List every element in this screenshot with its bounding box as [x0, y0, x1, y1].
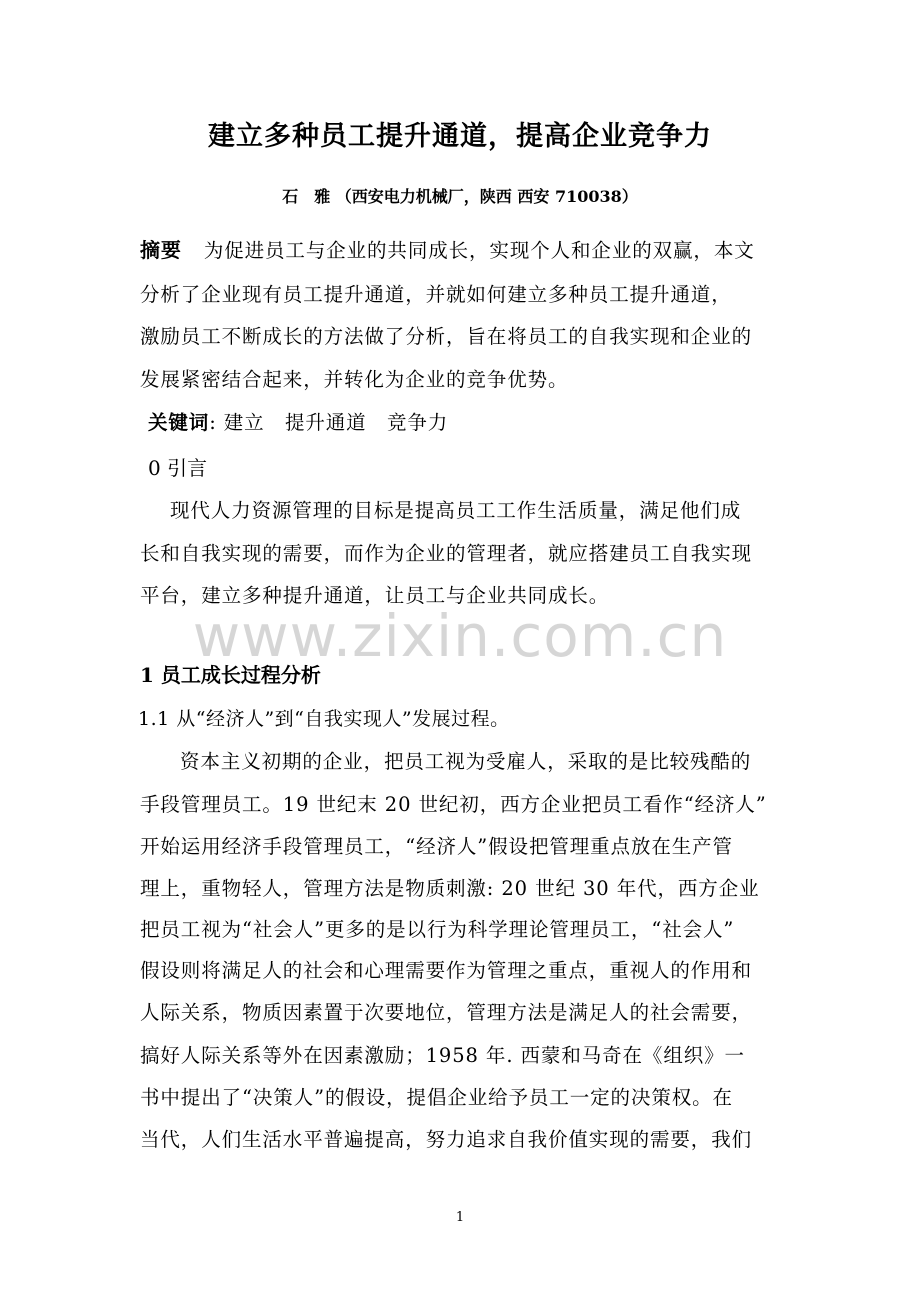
- paragraph-line: 现代人力资源管理的目标是提高员工工作生活质量，满足他们成: [170, 499, 742, 522]
- author-line: 石 雅 （西安电力机械厂，陕西 西安 710038）: [282, 187, 638, 206]
- paragraph-line: 开始运用经济手段管理员工，“经济人”假设把管理重点放在生产管: [140, 835, 733, 858]
- keywords-label: 关键词: [148, 411, 210, 434]
- paragraph-line: 把员工视为“社会人”更多的是以行为科学理论管理员工，“社会人”: [140, 918, 735, 941]
- paragraph-line: 平台，建立多种提升通道，让员工与企业共同成长。: [140, 584, 610, 607]
- paragraph-line: 人际关系，物质因素置于次要地位，管理方法是满足人的社会需要，: [140, 1001, 753, 1024]
- keywords-line: [148, 407, 448, 435]
- paragraph-line: 书中提出了“决策人”的假设，提倡企业给予员工一定的决策权。在: [140, 1086, 733, 1109]
- abstract-line: 发展紧密结合起来，并转化为企业的竞争优势。: [140, 368, 569, 391]
- abstract-label: 摘要: [140, 238, 182, 262]
- abstract-line: 激励员工不断成长的方法做了分析，旨在将员工的自我实现和企业的: [140, 325, 753, 348]
- paragraph-line: 资本主义初期的企业，把员工视为受雇人，采取的是比较残酷的: [180, 750, 752, 773]
- section-heading: 1 员工成长过程分析: [140, 663, 321, 687]
- abstract-line: 分析了企业现有员工提升通道，并就如何建立多种员工提升通道，: [140, 283, 732, 306]
- abstract-first-line: [140, 234, 755, 263]
- section-heading: 0 引言: [148, 456, 208, 480]
- watermark: www.zixin.com.cn: [192, 602, 728, 670]
- paragraph-line: 搞好人际关系等外在因素激励；1958 年. 西蒙和马奇在《组织》一: [140, 1044, 745, 1067]
- paragraph-line: 理上，重物轻人，管理方法是物质刺激: 20 世纪 30 年代，西方企业: [140, 877, 760, 900]
- document-title: 建立多种员工提升通道，提高企业竞争力: [208, 121, 712, 152]
- keywords-text: : 建立 提升通道 竞争力: [209, 411, 449, 434]
- abstract-text: 为促进员工与企业的共同成长，实现个人和企业的双赢，本文: [203, 239, 755, 262]
- page-number: 1: [455, 1210, 465, 1225]
- paragraph-line: 手段管理员工。19 世纪末 20 世纪初，西方企业把员工看作“经济人”: [140, 793, 767, 816]
- paragraph-line: 长和自我实现的需要，而作为企业的管理者，就应搭建员工自我实现: [140, 542, 753, 565]
- paragraph-line: 当代，人们生活水平普遍提高，努力追求自我价值实现的需要，我们: [140, 1128, 753, 1151]
- subsection-heading: 1.1 从“经济人”到“自我实现人”发展过程。: [138, 708, 510, 730]
- paragraph-line: 假设则将满足人的社会和心理需要作为管理之重点，重视人的作用和: [140, 959, 753, 982]
